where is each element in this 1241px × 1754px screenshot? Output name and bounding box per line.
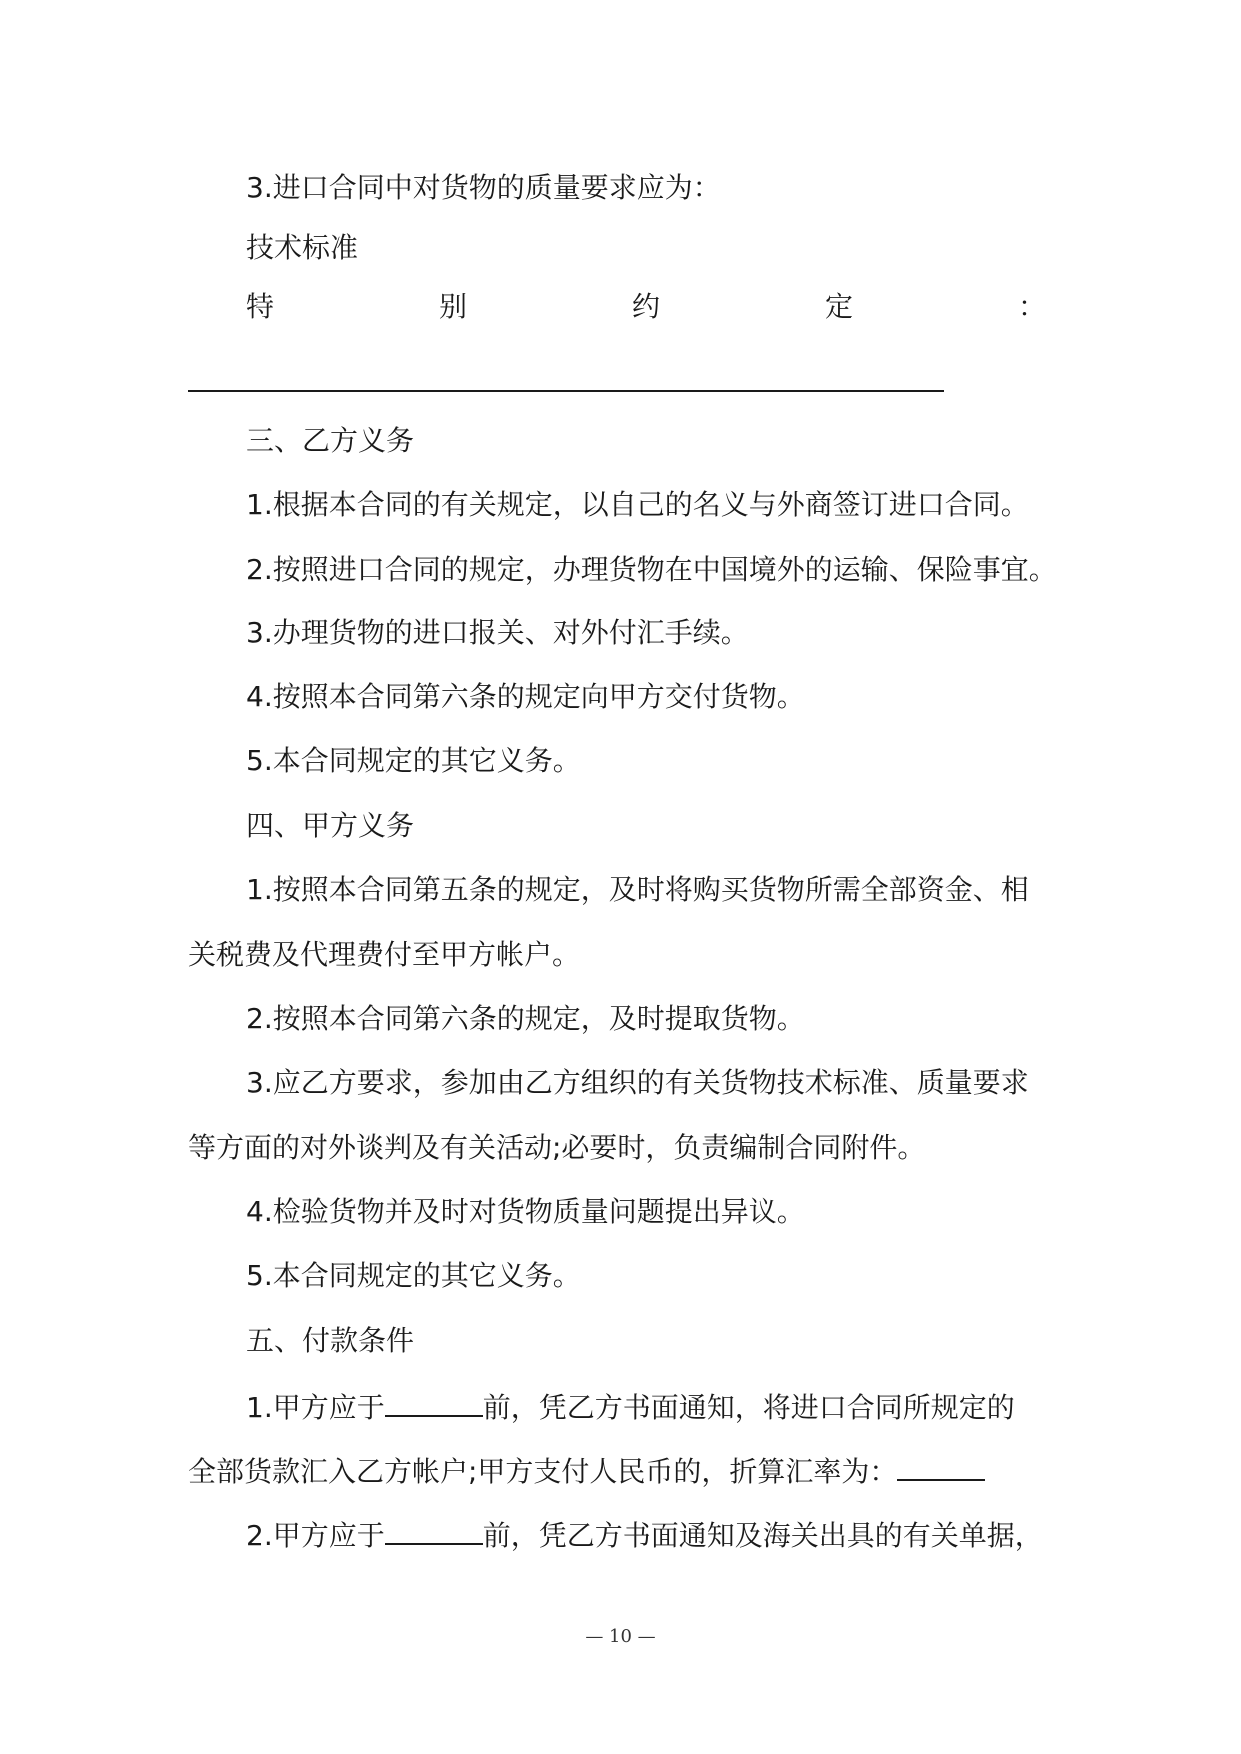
technical-standard-line: 技术标准 (246, 231, 359, 264)
section-4-item-3-line-2: 等方面的对外谈判及有关活动;必要时，负责编制合同附件。 (188, 1131, 926, 1164)
section-5-item-2 (246, 1513, 1058, 1556)
section-4-heading: 四、甲方义务 (246, 809, 415, 842)
special-agreement-char: ： (1017, 290, 1046, 323)
special-agreement-char: 约 (631, 290, 660, 323)
section-5-item-1-line-2 (188, 1449, 1058, 1492)
payment-clause-prefix: 1.甲方应于 (246, 1391, 385, 1424)
section-4-item-1-line-1: 1.按照本合同第五条的规定，及时将购买货物所需全部资金、相 (246, 873, 1029, 906)
section-5-item-1-line-1 (246, 1385, 1058, 1428)
section-3-item-3: 3.办理货物的进口报关、对外付汇手续。 (246, 616, 749, 649)
date-blank[interactable] (385, 1385, 483, 1417)
payment-clause-prefix: 2.甲方应于 (246, 1519, 385, 1552)
quality-requirement-line: 3.进口合同中对货物的质量要求应为： (246, 171, 721, 204)
section-3-item-1: 1.根据本合同的有关规定，以自己的名义与外商签订进口合同。 (246, 488, 1029, 521)
section-4-item-3-line-1: 3.应乙方要求，参加由乙方组织的有关货物技术标准、质量要求 (246, 1066, 1029, 1099)
exchange-rate-blank[interactable] (897, 1449, 985, 1481)
section-4-item-2: 2.按照本合同第六条的规定，及时提取货物。 (246, 1002, 805, 1035)
section-4-item-5: 5.本合同规定的其它义务。 (246, 1259, 581, 1292)
blank-fill-rule (188, 390, 944, 392)
section-3-item-5: 5.本合同规定的其它义务。 (246, 744, 581, 777)
special-agreement-line (246, 287, 1046, 327)
section-5-heading: 五、付款条件 (246, 1324, 415, 1357)
page-number: — 10 — (585, 1626, 656, 1647)
date-blank[interactable] (385, 1513, 483, 1545)
special-agreement-char: 特 (246, 290, 275, 323)
section-3-heading: 三、乙方义务 (246, 424, 415, 457)
special-agreement-char: 别 (438, 290, 467, 323)
exchange-rate-text: 全部货款汇入乙方帐户;甲方支付人民币的，折算汇率为： (188, 1455, 898, 1488)
payment-clause-suffix: 前，凭乙方书面通知及海关出具的有关单据， (482, 1519, 1043, 1552)
section-4-item-4: 4.检验货物并及时对货物质量问题提出异议。 (246, 1195, 805, 1228)
payment-clause-suffix: 前，凭乙方书面通知，将进口合同所规定的 (482, 1391, 1015, 1424)
section-4-item-1-line-2: 关税费及代理费付至甲方帐户。 (188, 938, 581, 971)
section-3-item-2: 2.按照进口合同的规定，办理货物在中国境外的运输、保险事宜。 (246, 553, 1057, 586)
section-3-item-4: 4.按照本合同第六条的规定向甲方交付货物。 (246, 680, 805, 713)
special-agreement-char: 定 (824, 290, 853, 323)
